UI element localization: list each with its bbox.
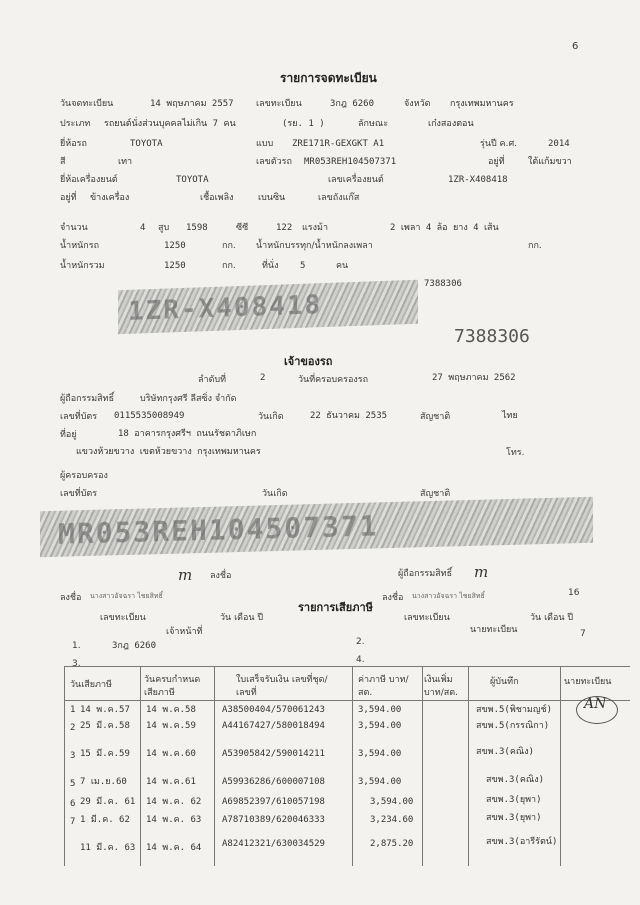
date-col-label-left: วัน เดือน ปี	[220, 613, 264, 623]
due-date: 14 พ.ค.60	[146, 749, 196, 759]
chassis-label: เลขตัวรถ	[256, 157, 292, 167]
col-header-paid: วันเสียภาษี	[70, 680, 112, 690]
model: ZRE171R-GEXGKT A1	[292, 139, 385, 149]
seats: 5	[300, 261, 306, 271]
chassis-number-rubbing: MR053REH104507371	[40, 497, 593, 557]
due-date: 14 พ.ค.61	[146, 777, 196, 787]
engine-number: 1ZR-X408418	[448, 175, 508, 185]
cylinders-label: จำนวน	[60, 223, 88, 233]
type: รถยนต์นั่งส่วนบุคคลไม่เกิน 7 คน	[104, 119, 236, 129]
brand-label: ยี่ห้อรถ	[60, 139, 87, 149]
fuel: เบนซิน	[258, 193, 286, 203]
number-7: 7	[580, 629, 586, 639]
character: เก๋งสองตอน	[428, 119, 474, 129]
col-header-recorder: ผู้บันทึก	[490, 677, 519, 687]
officer-name: นางสาวอัจฉรา ไชยสิทธิ์	[90, 592, 163, 600]
reg-date-label: วันจดทะเบียน	[60, 99, 114, 109]
card-number: 0115535008949	[114, 411, 185, 421]
tax-amount: 2,875.20	[370, 839, 414, 849]
birth-label: วันเกิด	[258, 412, 284, 422]
tax-list-2: 2.	[356, 637, 365, 647]
holder-name: บริษัทกรุงศรี ลีสซิ่ง จำกัด	[140, 394, 237, 404]
row-index: 3	[70, 751, 76, 761]
order-number: 2	[260, 373, 266, 383]
possession-date: 27 พฤษภาคม 2562	[432, 373, 516, 383]
paid-date: 11 มี.ค. 63	[80, 843, 136, 853]
recorder: สขพ.5(พิชามญช์)	[476, 705, 553, 715]
cylinders: 4	[140, 223, 146, 233]
recorder: สขพ.3(คณิง)	[486, 775, 545, 785]
chassis-number: MR053REH104507371	[304, 157, 397, 167]
row-index: 6	[70, 799, 76, 809]
province-label: จังหวัด	[404, 99, 431, 109]
receipt-number: A82412321/630034529	[222, 839, 325, 849]
big-number: 7388306	[454, 326, 530, 347]
possession-date-label: วันที่ครอบครองรถ	[298, 375, 369, 385]
color-label: สี	[60, 157, 66, 167]
owner-sign-label: ลงชื่อ	[382, 593, 404, 603]
plate: 3กฎ 6260	[330, 99, 375, 109]
paid-date: 14 พ.ค.57	[80, 705, 130, 715]
col-header-tax: ค่าภาษี บาท/สต.	[358, 675, 409, 698]
receipt-number: A78710389/620046333	[222, 815, 325, 825]
province: กรุงเทพมหานคร	[450, 99, 514, 109]
horsepower-unit: แรงม้า	[302, 223, 329, 233]
model-label: แบบ	[256, 139, 274, 149]
gross-unit: กก.	[222, 261, 236, 271]
weight: 1250	[164, 241, 186, 251]
row-index: 7	[70, 817, 76, 827]
row-index: 2	[70, 723, 76, 733]
gas-tank-label: เลขถังแก๊ส	[318, 193, 360, 203]
tax-list-3: 3.	[72, 659, 81, 669]
seats-label: ที่นั่ง	[262, 261, 279, 271]
col-header-receipt: ใบเสร็จรับเงิน เลขที่ชุด/เลขที่	[236, 675, 328, 698]
year-label: รุ่นปี ค.ศ.	[480, 139, 518, 149]
row-index: 1	[70, 705, 76, 715]
due-date: 14 พ.ค. 62	[146, 797, 202, 807]
owner-name: นางสาวอัจฉรา ไชยสิทธิ์	[412, 592, 485, 600]
horsepower: 122	[276, 223, 293, 233]
holder-label: ผู้ถือกรรมสิทธิ์	[60, 394, 115, 404]
registrar-signature: m	[178, 566, 193, 584]
number-16: 16	[568, 588, 580, 598]
color: เทา	[118, 157, 133, 167]
chassis-location: ใต้แก้มขวา	[528, 157, 572, 167]
recorder: สขพ.3(ยุพา)	[486, 813, 542, 823]
tax-amount: 3,594.00	[358, 749, 402, 759]
possessor-card-label: เลขที่บัตร	[60, 489, 98, 499]
paid-date: 25 มี.ค.58	[80, 721, 130, 731]
tax-heading: รายการเสียภาษี	[298, 601, 373, 614]
officer-label: เจ้าหน้าที่	[166, 627, 203, 637]
address-line-1: 18 อาคารกรุงศรีฯ ถนนรัชดาภิเษก	[118, 429, 257, 439]
phone-label: โทร.	[506, 448, 525, 458]
reg-date: 14 พฤษภาคม 2557	[150, 99, 234, 109]
address-line-2: แขวงห้วยขวาง เขตห้วยขวาง กรุงเทพมหานคร	[76, 447, 261, 457]
col-header-registrar: นายทะเบียน	[564, 677, 612, 687]
registrar-label: นายทะเบียน	[470, 625, 518, 635]
type-code: (รย. 1 )	[282, 119, 325, 129]
load-unit: กก.	[528, 241, 542, 251]
brand: TOYOTA	[130, 139, 163, 149]
axles: 2 เพลา 4 ล้อ ยาง 4 เส้น	[390, 223, 499, 233]
chassis-location-label: อยู่ที่	[488, 157, 505, 167]
receipt-number: A59936286/600007108	[222, 777, 325, 787]
order-label: ลำดับที่	[198, 375, 227, 385]
displacement: 1598	[186, 223, 208, 233]
fuel-label: เชื้อเพลิง	[200, 193, 234, 203]
registrar-sign-label: ลงชื่อ	[210, 571, 232, 581]
receipt-number: A53905842/590014211	[222, 749, 325, 759]
tax-amount: 3,594.00	[358, 721, 402, 731]
due-date: 14 พ.ค.58	[146, 705, 196, 715]
address-label: ที่อยู่	[60, 430, 77, 440]
possessor-birth-label: วันเกิด	[262, 489, 288, 499]
character-label: ลักษณะ	[358, 119, 389, 129]
due-date: 14 พ.ค. 64	[146, 843, 202, 853]
recorder: สขพ.3(อารีรัตน์)	[486, 837, 558, 847]
holder-signature: m	[474, 563, 489, 581]
page-title: รายการจดทะเบียน	[280, 71, 377, 85]
tax-amount: 3,234.60	[370, 815, 414, 825]
year: 2014	[548, 139, 570, 149]
receipt-number: A44167427/580018494	[222, 721, 325, 731]
plate-label: เลขทะเบียน	[256, 99, 302, 109]
officer-sign-label: ลงชื่อ	[60, 593, 82, 603]
engine-number-label: เลขเครื่องยนต์	[328, 175, 384, 185]
tax-amount: 3,594.00	[370, 797, 414, 807]
plate-col-label-right: เลขทะเบียน	[404, 613, 450, 623]
engine-location: ข้างเครื่อง	[90, 193, 130, 203]
weight-unit: กก.	[222, 241, 236, 251]
paid-date: 29 มี.ค. 61	[80, 797, 136, 807]
col-header-surcharge: เงินเพิ่ม บาท/สต.	[424, 675, 458, 698]
due-date: 14 พ.ค.59	[146, 721, 196, 731]
paid-date: 15 มี.ค.59	[80, 749, 130, 759]
possessor-label: ผู้ครอบครอง	[60, 471, 108, 481]
gross-label: น้ำหนักรวม	[60, 261, 105, 271]
paid-date: 1 มี.ค. 62	[80, 815, 130, 825]
page-number: 6	[572, 41, 579, 52]
date-col-label-right: วัน เดือน ปี	[530, 613, 574, 623]
tax-list-4: 4.	[356, 655, 365, 665]
recorder: สขพ.3(คณิง)	[476, 747, 535, 757]
registrar-initial-signature: AN	[584, 696, 607, 712]
receipt-number: A38500404/570061243	[222, 705, 325, 715]
engine-brand-label: ยี่ห้อเครื่องยนต์	[60, 175, 118, 185]
paid-date: 7 เม.ย.60	[80, 777, 127, 787]
engine-brand: TOYOTA	[176, 175, 209, 185]
possessor-nationality-label: สัญชาติ	[420, 489, 451, 499]
holder-sign-label: ผู้ถือกรรมสิทธิ์	[398, 569, 453, 579]
gross-weight: 1250	[164, 261, 186, 271]
type-label: ประเภท	[60, 119, 91, 129]
engine-number-rubbing: 1ZR-X408418	[118, 280, 418, 334]
tax-list-1: 1.	[72, 641, 81, 651]
card-label: เลขที่บัตร	[60, 412, 98, 422]
tax-amount: 3,594.00	[358, 777, 402, 787]
owner-heading: เจ้าของรถ	[284, 355, 333, 368]
plate-col-label-left: เลขทะเบียน	[100, 613, 146, 623]
engine-location-label: อยู่ที่	[60, 193, 77, 203]
load-label: น้ำหนักบรรทุก/น้ำหนักลงเพลา	[256, 241, 373, 251]
recorder: สขพ.3(ยุพา)	[486, 795, 542, 805]
tax-list-1-plate: 3กฎ 6260	[112, 641, 157, 651]
weight-label: น้ำหนักรถ	[60, 241, 100, 251]
displacement-unit: ซีซี	[236, 223, 249, 233]
small-number: 7388306	[424, 279, 462, 289]
birth-date: 22 ธันวาคม 2535	[310, 411, 388, 421]
nationality-label: สัญชาติ	[420, 412, 451, 422]
col-header-due: วันครบกำหนด เสียภาษี	[144, 675, 201, 698]
seats-unit: คน	[336, 261, 349, 271]
due-date: 14 พ.ค. 63	[146, 815, 202, 825]
cylinders-unit: สูบ	[158, 223, 170, 233]
row-index: 5	[70, 779, 76, 789]
nationality: ไทย	[502, 411, 518, 421]
recorder: สขพ.5(กรรณิกา)	[476, 721, 550, 731]
receipt-number: A69852397/610057198	[222, 797, 325, 807]
tax-amount: 3,594.00	[358, 705, 402, 715]
